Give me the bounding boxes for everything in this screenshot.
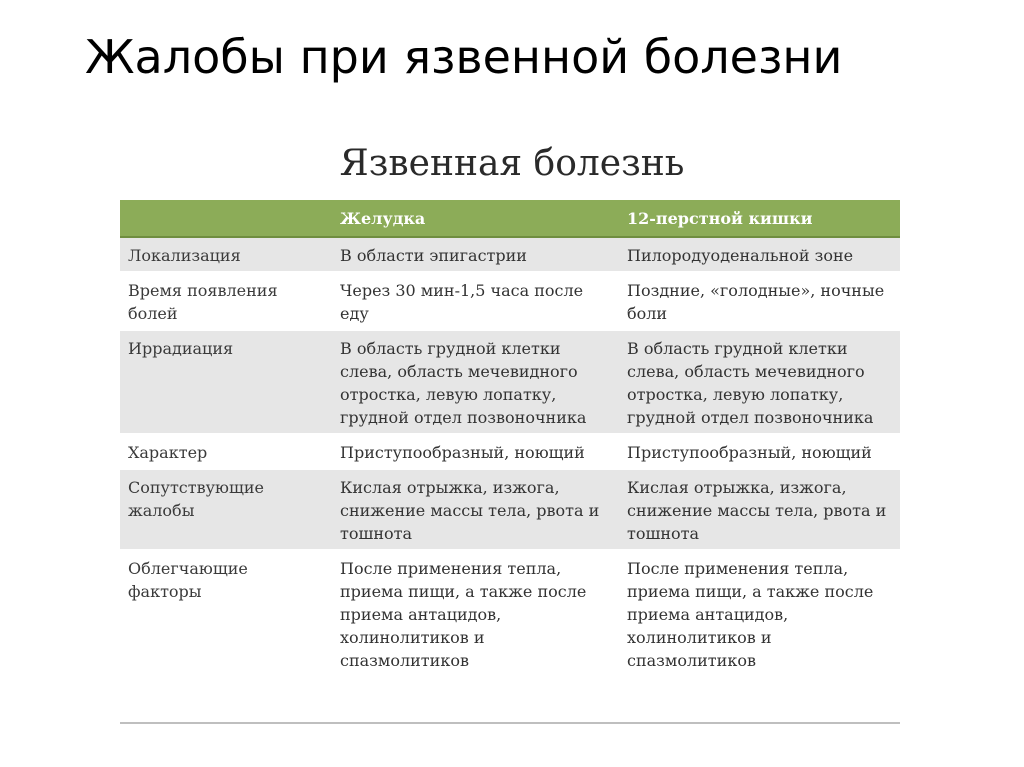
- table-row: [120, 550, 900, 677]
- header-duodenum: 12-перстной кишки: [619, 200, 900, 237]
- row-duodenum: Приступообразный, ноющий: [619, 434, 900, 469]
- row-stomach: В область грудной клетки слева, область мечевидного отростка, левую лопатку, грудной отдел позвоночника: [332, 330, 619, 434]
- row-feature: Сопутствующие жалобы: [120, 469, 332, 550]
- row-stomach: После применения тепла, приема пищи, а также после приема антацидов, холинолитиков и спазмолитиков: [332, 550, 619, 677]
- table-header-row: [120, 200, 900, 237]
- row-duodenum: Кислая отрыжка, изжога, снижение массы тела, рвота и тошнота: [619, 469, 900, 550]
- table-row: [120, 469, 900, 550]
- table-caption: Язвенная болезнь: [339, 143, 685, 184]
- table-row: [120, 330, 900, 434]
- row-feature: Характер: [120, 434, 332, 469]
- table-row: [120, 272, 900, 330]
- row-stomach: Кислая отрыжка, изжога, снижение массы тела, рвота и тошнота: [332, 469, 619, 550]
- row-duodenum: В область грудной клетки слева, область мечевидного отростка, левую лопатку, грудной отдел позвоночника: [619, 330, 900, 434]
- header-feature: [120, 200, 332, 237]
- row-stomach: Приступообразный, ноющий: [332, 434, 619, 469]
- table-row: [120, 237, 900, 272]
- row-feature: Время появления болей: [120, 272, 332, 330]
- row-duodenum: Поздние, «голодные», ночные боли: [619, 272, 900, 330]
- row-duodenum: После применения тепла, приема пищи, а также после приема антацидов, холинолитиков и спазмолитиков: [619, 550, 900, 677]
- table-bottom-rule: [120, 722, 900, 724]
- row-feature: Иррадиация: [120, 330, 332, 434]
- table-row: [120, 434, 900, 469]
- row-duodenum: Пилородуоденальной зоне: [619, 237, 900, 272]
- slide-title: Жалобы при язвенной болезни: [85, 30, 843, 84]
- row-feature: Локализация: [120, 237, 332, 272]
- row-stomach: В области эпигастрии: [332, 237, 619, 272]
- row-stomach: Через 30 мин-1,5 часа после еду: [332, 272, 619, 330]
- ulcer-comparison-table: [120, 200, 900, 678]
- header-stomach: Желудка: [332, 200, 619, 237]
- row-feature: Облегчающие факторы: [120, 550, 332, 677]
